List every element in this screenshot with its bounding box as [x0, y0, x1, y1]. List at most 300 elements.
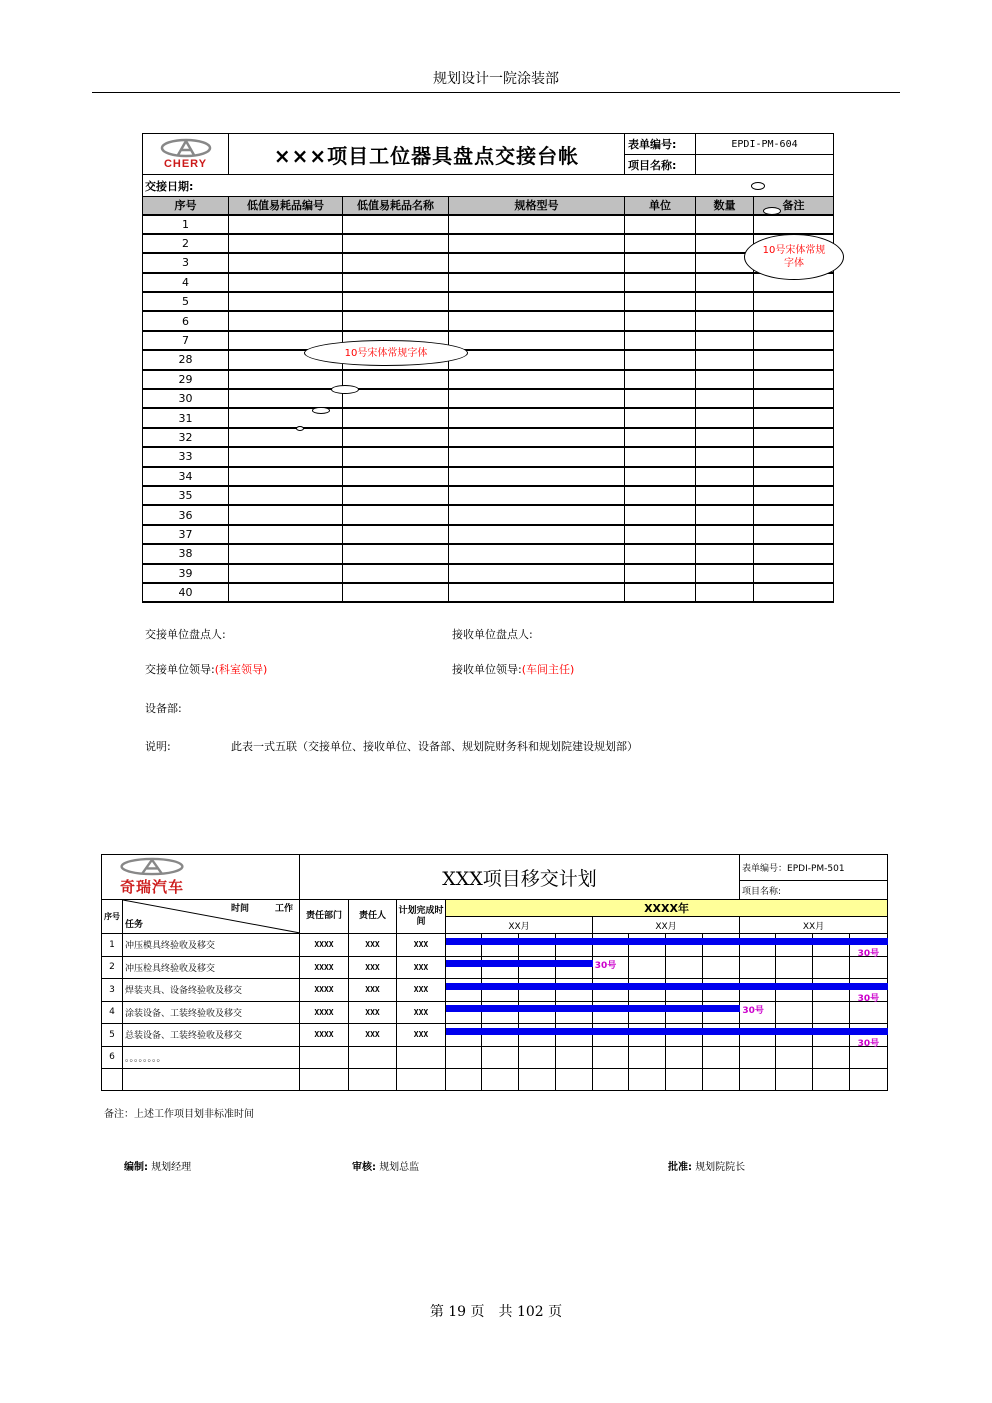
task-dept — [300, 1046, 349, 1069]
empty-cell — [629, 1069, 666, 1091]
inventory-cell — [696, 564, 754, 583]
inventory-cell — [696, 370, 754, 389]
inventory-cell — [449, 292, 625, 311]
header-plan-date: 计划完成时间 — [397, 900, 446, 934]
inventory-cell — [449, 408, 625, 427]
inventory-cell — [625, 428, 696, 447]
empty-cell — [482, 1069, 519, 1091]
note-text: 此表一式五联（交接单位、接收单位、设备部、规划院财务科和规划院建设规划部） — [231, 740, 638, 753]
chery-logo-cell — [143, 134, 229, 175]
inventory-cell — [625, 370, 696, 389]
empty-cell — [519, 1069, 556, 1091]
inventory-cell — [343, 486, 449, 505]
task-name: 。。。。。。。。 — [123, 1046, 300, 1069]
inventory-cell — [449, 486, 625, 505]
inventory-cell — [696, 292, 754, 311]
gantt-cell — [629, 956, 666, 979]
col-item-no: 低值易耗品编号 — [229, 197, 343, 215]
inventory-cell — [625, 215, 696, 234]
task-person: XXX — [349, 1024, 397, 1047]
callout-tail-oval — [751, 182, 765, 190]
task-dept: XXXX — [300, 1001, 349, 1024]
inventory-cell — [696, 215, 754, 234]
inventory-cell — [696, 525, 754, 544]
inventory-cell — [449, 331, 625, 350]
inventory-cell — [696, 311, 754, 330]
row-seq: 6 — [143, 311, 229, 330]
inventory-cell — [343, 467, 449, 486]
callout-tail-oval — [296, 426, 304, 431]
inventory-cell — [696, 544, 754, 563]
gantt-cell — [703, 1046, 740, 1069]
inventory-cell — [625, 311, 696, 330]
inventory-cell — [343, 525, 449, 544]
inventory-cell — [343, 544, 449, 563]
task-person: XXX — [349, 979, 397, 1002]
empty-cell — [349, 1069, 397, 1091]
inventory-cell — [696, 583, 754, 602]
transfer-plan-body — [102, 934, 888, 1091]
approved-value: 规划院院长 — [695, 1162, 746, 1173]
header-person: 责任人 — [349, 900, 397, 934]
task-name: 冲压模具终验收及移交 — [123, 934, 300, 957]
equipment-dept-label: 设备部: — [145, 702, 182, 715]
task-dept: XXXX — [300, 956, 349, 979]
task-dept: XXXX — [300, 979, 349, 1002]
inventory-cell — [449, 234, 625, 253]
gantt-cell — [666, 956, 703, 979]
inventory-cell — [229, 311, 343, 330]
task-no: 2 — [102, 956, 123, 979]
inventory-cell — [449, 505, 625, 524]
task-no: 1 — [102, 934, 123, 957]
inventory-cell — [754, 564, 834, 583]
inventory-cell — [449, 428, 625, 447]
chery-emblem-icon — [117, 857, 187, 876]
inventory-cell — [754, 350, 834, 369]
inventory-cell — [625, 331, 696, 350]
row-seq: 31 — [143, 408, 229, 427]
inventory-cell — [754, 505, 834, 524]
empty-cell — [556, 1069, 593, 1091]
inventory-cell — [449, 215, 625, 234]
gantt-cell — [776, 1046, 813, 1069]
task-name: 焊装夹具、设备终验收及移交 — [123, 979, 300, 1002]
inventory-row — [143, 544, 834, 563]
inventory-cell — [343, 273, 449, 292]
gantt-cell — [850, 1001, 888, 1024]
inventory-cell — [625, 564, 696, 583]
col-spec: 规格型号 — [449, 197, 625, 215]
task-person: XXX — [349, 1001, 397, 1024]
inventory-cell — [343, 583, 449, 602]
inventory-cell — [449, 544, 625, 563]
empty-cell — [123, 1069, 300, 1091]
inventory-cell — [343, 311, 449, 330]
inventory-cell — [229, 389, 343, 408]
col-unit: 单位 — [625, 197, 696, 215]
row-seq: 38 — [143, 544, 229, 563]
inventory-row — [143, 370, 834, 389]
form-no-label: 表单编号: — [625, 134, 696, 155]
inventory-cell — [449, 564, 625, 583]
header-month-3: XX月 — [740, 917, 888, 934]
chery-logo — [145, 135, 227, 173]
inventory-cell — [229, 525, 343, 544]
inventory-cell — [625, 273, 696, 292]
gantt-cell — [776, 1001, 813, 1024]
inventory-cell — [625, 486, 696, 505]
inventory-cell — [696, 331, 754, 350]
inventory-cell — [754, 370, 834, 389]
row-seq: 34 — [143, 467, 229, 486]
handover-date-label: 交接日期: — [143, 175, 834, 197]
inventory-cell — [343, 447, 449, 466]
gantt-cell — [813, 1046, 850, 1069]
inventory-cell — [449, 311, 625, 330]
gantt-end-label: 30号 — [857, 948, 880, 959]
reviewed-value: 规划总监 — [379, 1162, 420, 1173]
task-row — [102, 1046, 888, 1069]
inventory-body — [143, 215, 834, 603]
empty-cell — [776, 1069, 813, 1091]
handover-leader — [145, 661, 267, 677]
inventory-cell — [696, 389, 754, 408]
empty-cell — [703, 1069, 740, 1091]
inventory-cell — [343, 370, 449, 389]
gantt-cell — [519, 1046, 556, 1069]
receiver-leader — [452, 661, 574, 677]
gantt-cell — [703, 956, 740, 979]
inventory-cell — [449, 525, 625, 544]
gantt-cell — [593, 1046, 629, 1069]
compiled-label: 编制: — [124, 1162, 148, 1173]
inventory-cell — [754, 447, 834, 466]
inventory-cell — [449, 389, 625, 408]
task-row-empty — [102, 1069, 888, 1091]
task-no: 4 — [102, 1001, 123, 1024]
chery-emblem-icon — [160, 138, 212, 158]
empty-cell — [397, 1069, 446, 1091]
row-seq: 3 — [143, 253, 229, 272]
header-task: 任务 — [125, 920, 144, 930]
inventory-cell — [625, 505, 696, 524]
inventory-row — [143, 234, 834, 253]
inventory-row — [143, 447, 834, 466]
gantt-cell — [629, 1046, 666, 1069]
gantt-cell — [813, 1001, 850, 1024]
inventory-cell — [229, 486, 343, 505]
col-qty: 数量 — [696, 197, 754, 215]
task-person — [349, 1046, 397, 1069]
inventory-row — [143, 428, 834, 447]
task-dept: XXXX — [300, 934, 349, 957]
gantt-cell — [740, 1046, 776, 1069]
inventory-row — [143, 292, 834, 311]
task-no: 6 — [102, 1046, 123, 1069]
empty-cell — [446, 1069, 482, 1091]
inventory-cell — [754, 311, 834, 330]
inventory-cell — [343, 253, 449, 272]
row-seq: 4 — [143, 273, 229, 292]
plan-form-no: 表单编号：EPDI-PM-501 — [740, 855, 888, 881]
row-seq: 28 — [143, 350, 229, 369]
inventory-cell — [754, 583, 834, 602]
inventory-cell — [754, 544, 834, 563]
inventory-cell — [754, 408, 834, 427]
row-seq: 30 — [143, 389, 229, 408]
task-date: XXX — [397, 979, 446, 1002]
inventory-cell — [229, 544, 343, 563]
reviewed-label: 审核: — [352, 1162, 376, 1173]
inventory-cell — [625, 389, 696, 408]
row-seq: 29 — [143, 370, 229, 389]
gantt-cell — [482, 1046, 519, 1069]
handover-counter-label: 交接单位盘点人: — [145, 628, 226, 641]
inventory-cell — [696, 505, 754, 524]
qirui-logo-text: 奇瑞汽车 — [119, 878, 184, 896]
task-name: 总装设备、工装终验收及移交 — [123, 1024, 300, 1047]
task-date: XXX — [397, 956, 446, 979]
inventory-row — [143, 583, 834, 602]
header-month-2: XX月 — [593, 917, 740, 934]
inventory-cell — [754, 428, 834, 447]
empty-cell — [102, 1069, 123, 1091]
task-no: 5 — [102, 1024, 123, 1047]
task-person: XXX — [349, 934, 397, 957]
gantt-cell — [813, 956, 850, 979]
gantt-end-label: 30号 — [742, 1006, 764, 1016]
page-footer: 第 19 页 共 102 页 — [429, 1304, 563, 1320]
task-date — [397, 1046, 446, 1069]
inventory-row — [143, 467, 834, 486]
inventory-cell — [343, 428, 449, 447]
empty-cell — [813, 1069, 850, 1091]
row-seq: 39 — [143, 564, 229, 583]
task-person: XXX — [349, 956, 397, 979]
project-name-label: 项目名称: — [625, 155, 696, 175]
gantt-end-label: 30号 — [857, 993, 880, 1004]
header-diagonal-cell — [123, 900, 300, 934]
receiver-leader-hint: (车间主任) — [521, 663, 575, 676]
reviewed-by — [352, 1158, 419, 1173]
row-seq: 35 — [143, 486, 229, 505]
transfer-plan-table — [101, 854, 888, 1091]
inventory-cell — [229, 505, 343, 524]
inventory-cell — [625, 447, 696, 466]
inventory-cell — [625, 408, 696, 427]
inventory-cell — [229, 583, 343, 602]
task-no: 3 — [102, 979, 123, 1002]
inventory-cell — [229, 564, 343, 583]
receiver-counter-label: 接收单位盘点人: — [452, 628, 533, 641]
inventory-cell — [229, 215, 343, 234]
inventory-cell — [449, 350, 625, 369]
inventory-row — [143, 273, 834, 292]
gantt-cell — [850, 956, 888, 979]
inventory-cell — [229, 234, 343, 253]
row-seq: 36 — [143, 505, 229, 524]
gantt-cell — [850, 1046, 888, 1069]
inventory-cell — [696, 428, 754, 447]
plan-project-name-label: 项目名称: — [740, 881, 888, 900]
empty-cell — [740, 1069, 776, 1091]
inventory-cell — [343, 292, 449, 311]
note-label: 说明: — [145, 740, 171, 753]
callout-tail-oval — [312, 407, 330, 414]
approved-label: 批准: — [668, 1162, 692, 1173]
col-remark: 备注 — [754, 197, 834, 215]
inventory-row — [143, 505, 834, 524]
row-seq: 33 — [143, 447, 229, 466]
inventory-row — [143, 350, 834, 369]
gantt-cell — [776, 956, 813, 979]
inventory-cell — [696, 350, 754, 369]
inventory-row — [143, 253, 834, 272]
task-name: 涂装设备、工装终验收及移交 — [123, 1001, 300, 1024]
gantt-bar — [446, 1028, 888, 1035]
task-name: 冲压检具终验收及移交 — [123, 956, 300, 979]
plan-remark: 备注：上述工作项目划非标准时间 — [104, 1109, 254, 1120]
transfer-plan-title: XXX项目移交计划 — [300, 855, 740, 900]
task-dept: XXXX — [300, 1024, 349, 1047]
row-seq: 37 — [143, 525, 229, 544]
chery-logo-text: CHERY — [163, 158, 208, 170]
inventory-cell — [343, 389, 449, 408]
form-no-value: EPDI-PM-604 — [696, 134, 834, 155]
inventory-cell — [229, 273, 343, 292]
gantt-cell — [556, 1046, 593, 1069]
inventory-row — [143, 311, 834, 330]
page-header: 规划设计一院涂装部 — [433, 71, 559, 87]
row-seq: 1 — [143, 215, 229, 234]
inventory-cell — [449, 253, 625, 272]
header-divider — [92, 92, 900, 93]
inventory-cell — [343, 215, 449, 234]
inventory-cell — [229, 447, 343, 466]
inventory-cell — [625, 253, 696, 272]
inventory-cell — [754, 331, 834, 350]
gantt-bar — [446, 1005, 741, 1012]
compiled-value: 规划经理 — [151, 1162, 192, 1173]
gantt-cell — [740, 956, 776, 979]
row-seq: 7 — [143, 331, 229, 350]
inventory-cell — [229, 467, 343, 486]
inventory-row — [143, 564, 834, 583]
inventory-cell — [343, 234, 449, 253]
inventory-row — [143, 331, 834, 350]
inventory-cell — [625, 583, 696, 602]
qirui-logo — [102, 857, 202, 897]
header-year: XXXX年 — [446, 900, 888, 917]
col-seq: 序号 — [143, 197, 229, 215]
inventory-cell — [229, 370, 343, 389]
inventory-cell — [754, 486, 834, 505]
gantt-cell — [446, 1046, 482, 1069]
diagonal-line — [123, 900, 300, 933]
inventory-header-row — [143, 197, 834, 215]
inventory-cell — [754, 215, 834, 234]
col-item-name: 低值易耗品名称 — [343, 197, 449, 215]
inventory-row — [143, 389, 834, 408]
inventory-cell — [696, 467, 754, 486]
qirui-logo-cell — [102, 855, 300, 900]
row-seq: 32 — [143, 428, 229, 447]
callout-tail-oval — [763, 207, 781, 215]
task-date: XXX — [397, 934, 446, 957]
inventory-cell — [754, 389, 834, 408]
gantt-bar — [446, 960, 593, 967]
header-month-1: XX月 — [446, 917, 593, 934]
inventory-cell — [625, 467, 696, 486]
inventory-row — [143, 525, 834, 544]
inventory-cell — [625, 350, 696, 369]
inventory-cell — [343, 564, 449, 583]
handover-leader-label: 交接单位领导: — [145, 663, 215, 676]
approved-by — [668, 1158, 745, 1173]
gantt-bar — [446, 983, 888, 990]
callout-middle: 10号宋体常规字体 — [304, 340, 468, 366]
inventory-row — [143, 408, 834, 427]
row-seq: 5 — [143, 292, 229, 311]
empty-cell — [300, 1069, 349, 1091]
inventory-cell — [229, 253, 343, 272]
inventory-cell — [754, 292, 834, 311]
inventory-cell — [229, 292, 343, 311]
inventory-row — [143, 215, 834, 234]
inventory-cell — [696, 486, 754, 505]
inventory-row — [143, 486, 834, 505]
inventory-table — [142, 133, 834, 603]
inventory-cell — [625, 234, 696, 253]
callout-remark: 10号宋体常规字体 — [744, 234, 844, 280]
inventory-cell — [343, 505, 449, 524]
gantt-end-label: 30号 — [857, 1038, 880, 1049]
task-date: XXX — [397, 1024, 446, 1047]
inventory-cell — [696, 447, 754, 466]
inventory-cell — [625, 544, 696, 563]
callout-tail-oval — [331, 385, 359, 394]
compiled-by — [124, 1158, 191, 1173]
inventory-cell — [754, 467, 834, 486]
inventory-title: ×××项目工位器具盘点交接台帐 — [229, 134, 625, 175]
empty-cell — [850, 1069, 888, 1091]
inventory-cell — [625, 525, 696, 544]
header-dept: 责任部门 — [300, 900, 349, 934]
header-work: 工作 — [275, 904, 294, 914]
header-seq: 序号 — [102, 900, 123, 934]
inventory-cell — [449, 467, 625, 486]
receiver-leader-label: 接收单位领导: — [452, 663, 522, 676]
inventory-cell — [625, 292, 696, 311]
empty-cell — [666, 1069, 703, 1091]
inventory-cell — [449, 583, 625, 602]
row-seq: 2 — [143, 234, 229, 253]
inventory-cell — [343, 408, 449, 427]
inventory-cell — [229, 428, 343, 447]
project-name-value — [696, 155, 834, 175]
task-date: XXX — [397, 1001, 446, 1024]
inventory-cell — [754, 525, 834, 544]
row-seq: 40 — [143, 583, 229, 602]
gantt-end-label: 30号 — [594, 961, 617, 971]
header-time: 时间 — [231, 904, 250, 914]
inventory-cell — [449, 273, 625, 292]
gantt-bar — [446, 938, 888, 945]
empty-cell — [593, 1069, 629, 1091]
inventory-cell — [696, 273, 754, 292]
handover-leader-hint: (科室领导) — [214, 663, 268, 676]
